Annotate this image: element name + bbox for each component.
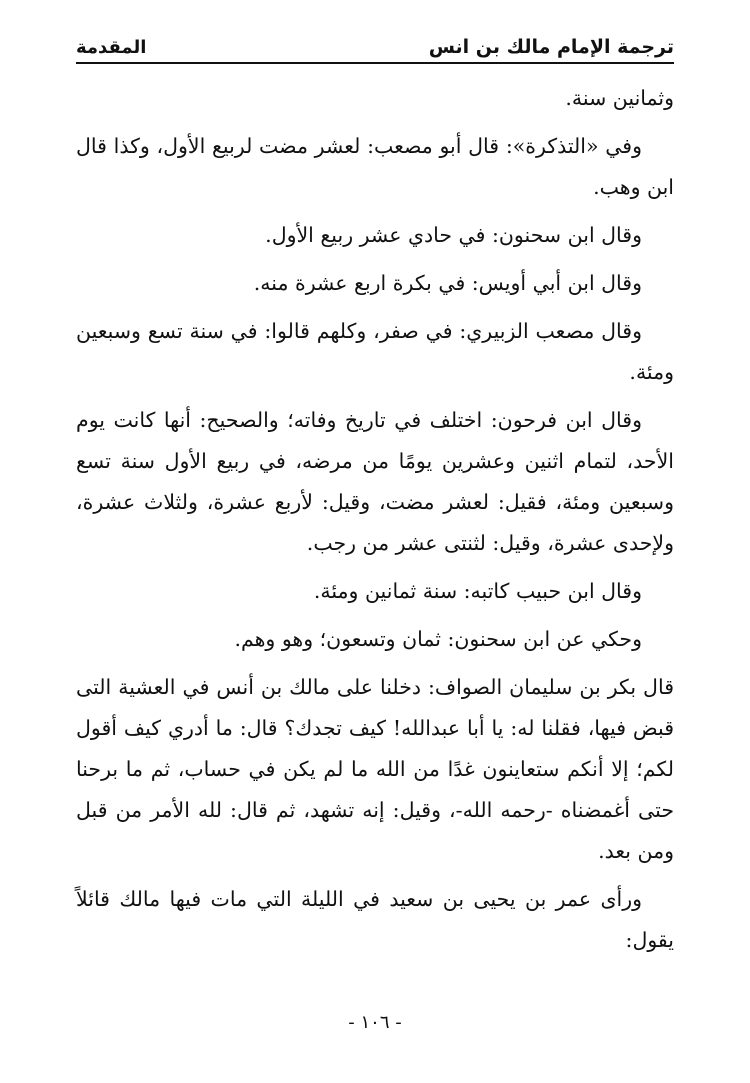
paragraph: وحكي عن ابن سحنون: ثمان وتسعون؛ وهو وهم. <box>234 627 642 651</box>
paragraph: وقال مصعب الزبيري: في صفر، وكلهم قالوا: في سنة تسع وسبعين ومئة. <box>76 319 674 384</box>
paragraph: وقال ابن فرحون: اختلف في تاريخ وفاته؛ والصحيح: أنها كانت يوم الأحد، لتمام اثنين وعشرين يومًا من مرضه، في ربيع الأول سنة تسع وسبعين ومئة، فقيل: لعشر مضت، وقيل: لأربع عشرة، ولثلاث عشرة، ولإحدى عشرة، وقيل: لثنتى عشر من رجب. <box>76 408 674 555</box>
page-number: - ١٠٦ - <box>348 1012 402 1033</box>
paragraph: قال بكر بن سليمان الصواف: دخلنا على مالك بن أنس في العشية التى قبض فيها، فقلنا له: يا أبا عبدالله! كيف تجدك؟ قال: ما أدري كيف أقول لكم؛ إلا أنكم ستعاينون غدًا من الله ما لم يكن في حساب، ثم ما برحنا حتى أغمضناه -رحمه الله-، وقيل: إنه تشهد، ثم قال: لله الأمر من قبل ومن بعد. <box>76 675 674 863</box>
paragraph: وفي «التذكرة»: قال أبو مصعب: لعشر مضت لربيع الأول، وكذا قال ابن وهب. <box>76 134 674 199</box>
paragraph: وقال ابن سحنون: في حادي عشر ربيع الأول. <box>265 223 642 247</box>
paragraph: وثمانين سنة. <box>565 86 674 110</box>
book-title: ترجمة الإمام مالك بن انس <box>428 36 674 58</box>
page-body <box>76 78 674 968</box>
paragraph: وقال ابن أبي أويس: في بكرة اربع عشرة منه. <box>253 271 642 295</box>
paragraph: وقال ابن حبيب كاتبه: سنة ثمانين ومئة. <box>313 579 642 603</box>
running-header <box>76 26 674 64</box>
paragraph: ورأى عمر بن يحيى بن سعيد في الليلة التي مات فيها مالك قائلاً يقول: <box>76 887 674 952</box>
section-title: المقدمة <box>76 37 147 58</box>
